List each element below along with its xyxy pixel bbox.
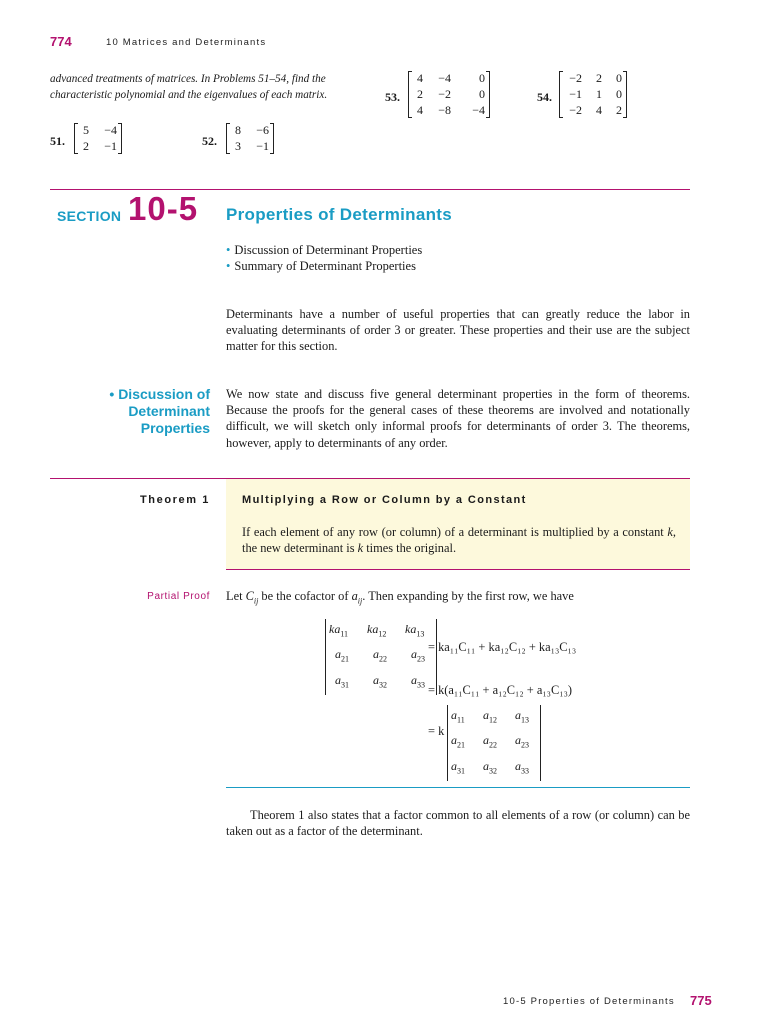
equation-line-2: = k(a₁₁C₁₁ + a₁₂C₁₂ + a₁₃C₁₃) [428, 683, 573, 697]
problem-51-label: 51. [50, 134, 65, 148]
proof-end-rule [226, 787, 690, 788]
matrix-52: 8 −6 3 −1 [226, 123, 274, 154]
discussion-text: We now state and discuss five general determinant properties in the form of theorems. Because the proofs for the general cases of these theorems are involved and notationally difficult, we will sketch only informal proofs for determinants of order 3. The theorems, however, apply to determinants of any order. [226, 387, 690, 450]
matrix-54: −2 2 0 −1 1 0 −2 4 2 [559, 71, 627, 118]
matrix-51: 5 −4 2 −1 [74, 123, 122, 154]
theorem-title: Multiplying a Row or Column by a Constant [242, 494, 527, 506]
problem-52-label: 52. [202, 134, 217, 148]
section-word: SECTION [57, 208, 122, 224]
theorem-label: Theorem 1 [139, 494, 210, 506]
equation-line-1: = ka₁₁C₁₁ + ka₁₂C₁₂ + ka₁₃C₁₃ [428, 640, 577, 654]
problem-53-label: 53. [385, 90, 400, 104]
bullet-icon: • [226, 243, 231, 257]
footer-page-number: 775 [690, 993, 712, 1008]
bullet-icon: • [226, 259, 231, 273]
problems-intro: advanced treatments of matrices. In Problems 51–54, find the characteristic polynomial and the eigenvalues of each matrix. [50, 73, 328, 101]
problem-54-label: 54. [537, 90, 552, 104]
determinant-original: $a_{11}$ $a_{12}$ $a_{13}$ $a_{21}$ $a_{22}$ $a_{23}$ $a_{31}$ $a_{32}$ $a_{33}$ [447, 705, 541, 781]
section-number: 10-5 [128, 190, 199, 227]
discussion-side-heading: • Discussion of Determinant Properties [109, 386, 210, 436]
equation-line-3-prefix: = k [428, 724, 445, 738]
page-number: 774 [50, 34, 72, 49]
determinant-k-row: $ka_{11}$ $ka_{12}$ $ka_{13}$ $a_{21}$ $a_{22}$ $a_{23}$ $a_{31}$ $a_{32}$ $a_{33}$ [325, 619, 437, 695]
running-head: 10 Matrices and Determinants [106, 37, 267, 48]
section-title: Properties of Determinants [226, 205, 453, 224]
theorem-text: If each element of any row (or column) of a determinant is multiplied by a constant k, the new determinant is k times the original. [242, 525, 676, 556]
theorem-bottom-rule [226, 569, 690, 570]
bullet-item: • Summary of Determinant Properties [226, 259, 416, 273]
proof-text: Let $C_{ij}$ be the cofactor of $a_{ij}$. Then expanding by the first row, we have [226, 589, 574, 606]
closing-paragraph: Theorem 1 also states that a factor common to all elements of a row (or column) can be taken out as a factor of the determinant. [226, 808, 690, 839]
footer-running-head: 10-5 Properties of Determinants [503, 996, 675, 1007]
partial-proof-label: Partial Proof [147, 591, 210, 602]
section-bullets [226, 242, 422, 274]
matrix-53: 4 −4 0 2 −2 0 4 −8 −4 [408, 71, 490, 118]
section-intro: Determinants have a number of useful properties that can greatly reduce the labor in evaluating determinants of order 3 or greater. These properties and their use are the subject matter for this section. [226, 307, 690, 354]
bullet-item: • Discussion of Determinant Properties [226, 243, 423, 257]
